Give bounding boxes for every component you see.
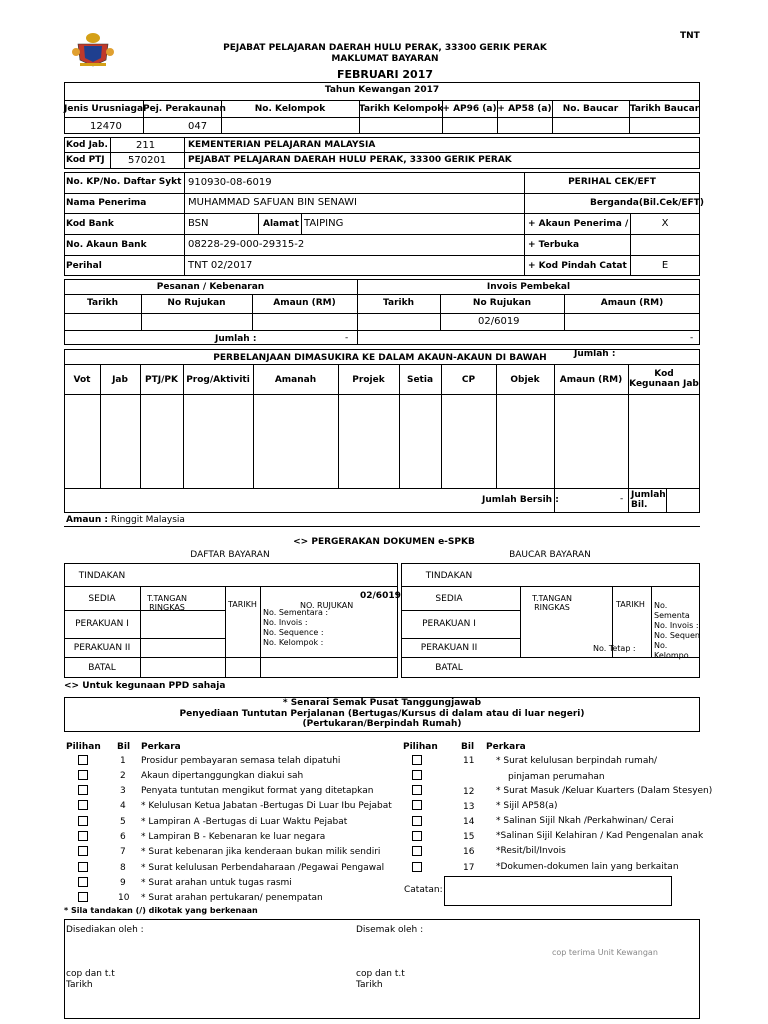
item-text-7: * Surat kebenaran jika kenderaan bukan milik sendiri [141,847,381,857]
item-text-14: * Salinan Sijil Nkah /Perkahwinan/ Cerai [496,816,674,826]
kp-label: No. KP/No. Daftar Sykt [66,177,182,187]
berganda-label: Berganda(Bil.Cek/EFT) [590,198,704,208]
col-tarikh-kelompok: Tarikh Kelompok [359,104,444,114]
checkbox-6[interactable] [78,831,88,841]
item-bil-3: 3 [120,786,126,796]
jenis-urusniaga-value: 12470 [90,121,122,132]
checkbox-15[interactable] [412,831,422,841]
item-bil-4: 4 [120,801,126,811]
item-bil-13: 13 [463,802,475,812]
kod-pindah-catat-value: E [661,260,669,271]
checkbox-10[interactable] [78,892,88,902]
details-left [263,608,328,648]
no-sequence-left: No. Sequence : [263,628,324,637]
col-bil-left: Bil [117,742,131,752]
kod-jab-label: Kod Jab. [66,140,108,150]
nama-penerima-label: Nama Penerima [66,198,147,208]
catatan-label: Catatan: [404,885,443,895]
col-bil-right: Bil [461,742,475,752]
checklist-footnote: * Sila tandakan (/) dikotak yang berkenaan [64,906,258,915]
checklist-title1: * Senarai Semak Pusat Tanggungjawab [282,698,482,708]
kod-ptj-name: PEJABAT PELAJARAN DAERAH HULU PERAK, 33300 GERIK PERAK [188,155,512,165]
col-amanah: Amanah [274,375,317,385]
pesanan-title: Pesanan / Kebenaran [156,282,265,292]
ref-left: 02/6019 [360,591,401,601]
kod-jab-name: KEMENTERIAN PELAJARAN MALAYSIA [188,140,376,150]
item-bil-11: 11 [463,756,475,766]
checkbox-13[interactable] [412,800,422,810]
item-bil-10: 10 [118,893,130,903]
amaun-text: Ringgit Malaysia [110,515,185,525]
order-jumlah-value: - [345,333,349,343]
item-text-11: * Surat kelulusan berpindah rumah/ [496,756,658,766]
col-no-baucar: No. Baucar [562,104,619,114]
col-setia: Setia [406,375,434,385]
checkbox-5[interactable] [78,816,88,826]
alamat-value: TAIPING [304,218,344,229]
tarikh-sign-left: Tarikh [66,980,93,990]
kp-value: 910930-08-6019 [188,177,272,188]
invoice-jumlah-value: - [690,333,694,343]
expenditure-jumlah-label: Jumlah : [574,349,616,359]
tindakan-right: TINDAKAN [425,571,473,581]
checkbox-8[interactable] [78,862,88,872]
no-kelompok-right: No. Kelompo [654,641,689,660]
col-tarikh-baucar: Tarikh Baucar [629,104,700,114]
item-text-1: Prosidur pembayaran semasa telah dipatuhi [141,756,341,766]
checkbox-14[interactable] [412,816,422,826]
sedia-right: SEDIA [435,594,463,604]
batal-right: BATAL [435,663,463,673]
item-bil-5: 5 [120,817,126,827]
no-sementara-right: No. Sementa [654,601,690,620]
col-projek: Projek [352,375,385,385]
item-bil-2: 2 [120,771,126,781]
amaun-label: Amaun : [66,515,108,525]
item-text-13: * Sijil AP58(a) [496,801,558,811]
item-text-3: Penyata tuntutan mengikut format yang ditetapkan [141,786,374,796]
no-invois-right: No. Invois : [654,621,699,630]
perihal-label: Perihal [66,261,102,271]
expenditure-title: PERBELANJAAN DIMASUKIRA KE DALAM AKAUN-AKAUN DI BAWAH [213,353,547,363]
item-bil-9: 9 [120,878,126,888]
col-jab: Jab [112,375,128,385]
akaun-bank-label: No. Akaun Bank [66,240,147,250]
kod-ptj-value: 570201 [128,155,167,166]
item-text-16: *Resit/bil/Invois [496,846,566,856]
no-rujukan-left: NO. RUJUKAN [300,601,354,610]
col-amaun: Amaun (RM) [559,375,623,385]
item-text-12: * Surat Masuk /Keluar Kuarters (Dalam Stesyen) [496,786,713,796]
col-order-amaun: Amaun (RM) [273,298,336,308]
tarikh-right: TARIKH [616,600,645,609]
details-right [654,601,700,661]
tarikh-sign-right: Tarikh [356,980,383,990]
pej-perakaunan-value: 047 [188,121,208,132]
col-inv-tarikh: Tarikh [383,298,414,308]
checkbox-11[interactable] [412,755,422,765]
checklist-title3: (Pertukaran/Berpindah Rumah) [302,719,462,729]
col-pilihan-left: Pilihan [66,742,101,752]
no-sementara-left: No. Sementara : [263,608,329,617]
jumlah-bersih-value: - [620,494,624,504]
col-inv-amaun: Amaun (RM) [600,298,664,308]
checkbox-7[interactable] [78,846,88,856]
movement-title: <> PERGERAKAN DOKUMEN e-SPKB [293,537,475,547]
ttangan-left: T.TANGAN RINGKAS [147,594,187,612]
daftar-bayaran-title: DAFTAR BAYARAN [190,550,270,560]
perakuan1-left: PERAKUAN I [75,619,129,629]
perakuan1-right: PERAKUAN I [422,619,476,629]
kod-pindah-catat-option: + Kod Pindah Catat [528,261,627,271]
col-order-rujukan: No Rujukan [167,298,226,308]
item-bil-15: 15 [463,832,475,842]
checkbox-17[interactable] [412,862,422,872]
jumlah-bil-label: Jumlah Bil. [631,490,666,510]
checkbox-4[interactable] [78,800,88,810]
kod-bank-label: Kod Bank [66,219,114,229]
item-text-15: *Salinan Sijil Kelahiran / Kad Pengenalan anak [496,831,704,841]
col-cp: CP [461,375,476,385]
col-vot: Vot [73,375,91,385]
akaun-penerima-value: X [661,218,669,229]
col-ptj-pk: PTJ/PK [145,375,178,385]
checkbox-2[interactable] [78,770,88,780]
order-jumlah-label: Jumlah : [215,334,257,344]
checkbox-1[interactable] [78,755,88,765]
item-text-9: * Surat arahan untuk tugas rasmi [141,878,292,888]
item-bil-1: 1 [120,756,126,766]
checkbox-3[interactable] [78,785,88,795]
item-text-8: * Surat kelulusan Perbendaharaan /Pegawai Pengawal [141,863,385,873]
invoice-ref-value: 02/6019 [478,316,520,327]
akaun-bank-value: 08228-29-000-29315-2 [188,239,305,250]
checkbox-9[interactable] [78,877,88,887]
perakuan2-right: PERAKUAN II [420,643,478,653]
item-text-5: * Lampiran A -Bertugas di Luar Waktu Pejabat [141,817,348,827]
doc-title: MAKLUMAT BAYARAN [331,54,439,64]
disediakan-label: Disediakan oleh : [66,925,144,935]
item-bil-14: 14 [463,817,475,827]
crest-icon [70,30,116,68]
ttangan-right: T.TANGAN RINGKAS [532,594,572,612]
no-kelompok-left: No. Kelompok : [263,638,324,647]
month-title: FEBRUARI 2017 [337,68,433,81]
disemak-label: Disemak oleh : [356,925,424,935]
item-bil-12: 12 [463,787,475,797]
col-order-tarikh: Tarikh [87,298,118,308]
fiscal-year: Tahun Kewangan 2017 [324,85,440,95]
col-jenis-urusniaga: Jenis Urusniaga [64,104,144,114]
terbuka-option: + Terbuka [528,240,580,250]
col-prog-aktiviti: Prog/Aktiviti [186,375,250,385]
col-no-kelompok: No. Kelompok [254,104,326,114]
item-bil-17: 17 [463,863,475,873]
kod-ptj-label: Kod PTJ [66,155,105,165]
akaun-penerima-option: + Akaun Penerima / [528,219,629,229]
nama-penerima-value: MUHAMMAD SAFUAN BIN SENAWI [188,197,357,208]
coat-of-arms-logo [70,30,116,68]
checkbox-12[interactable] [412,785,422,795]
no-invois-left: No. Invois : [263,618,308,627]
item-bil-16: 16 [463,847,475,857]
office-name: PEJABAT PELAJARAN DAERAH HULU PERAK, 33300 GERIK PERAK [223,43,547,53]
kod-jab-value: 211 [136,140,156,151]
amaun-line [66,515,185,525]
col-pilihan-right: Pilihan [403,742,438,752]
col-pej-perakaunan: Pej. Perakaunan [143,104,226,114]
col-kod-kegunaan: Kod Kegunaan Jab [629,369,699,389]
checklist-title2: Penyediaan Tuntutan Perjalanan (Bertugas/Kursus di dalam atau di luar negeri) [179,709,585,719]
item-bil-8: 8 [120,863,126,873]
perihal-value: TNT 02/2017 [188,260,253,271]
perakuan2-left: PERAKUAN II [73,643,131,653]
item-bil-6: 6 [120,832,126,842]
tarikh-left: TARIKH [228,600,257,609]
col-ap58: + AP58 (a) [497,104,552,114]
col-perkara-left: Perkara [141,742,181,752]
cop-tt-left: cop dan t.t [66,969,115,979]
checkbox-16[interactable] [412,846,422,856]
kod-bank-value: BSN [188,218,209,229]
col-perkara-right: Perkara [486,742,526,752]
checkbox-11b[interactable] [412,770,422,780]
cop-unit-kewangan: cop terima Unit Kewangan [552,948,658,957]
batal-left: BATAL [88,663,116,673]
no-tetap-right: No. Tetap : [593,644,636,653]
catatan-box[interactable] [444,876,672,906]
baucar-bayaran-title: BAUCAR BAYARAN [509,550,591,560]
item-text-4: * Kelulusan Ketua Jabatan -Bertugas Di Luar Ibu Pejabat [141,801,392,811]
col-objek: Objek [510,375,540,385]
item-text-10: * Surat arahan pertukaran/ penempatan [141,893,323,903]
item-bil-7: 7 [120,847,126,857]
cop-tt-right: cop dan t.t [356,969,405,979]
invois-title: Invois Pembekal [486,282,571,292]
item-text-2: Akaun dipertanggungkan diakui sah [141,771,304,781]
item-text-17: *Dokumen-dokumen lain yang berkaitan [496,862,679,872]
item-text-6: * Lampiran B - Kebenaran ke luar negara [141,832,326,842]
alamat-label: Alamat [263,219,299,229]
col-ap96: + AP96 (a) [442,104,497,114]
ppd-note: <> Untuk kegunaan PPD sahaja [64,681,226,691]
col-inv-rujukan: No Rujukan [472,298,532,308]
sedia-left: SEDIA [88,594,116,604]
tindakan-left: TINDAKAN [78,571,126,581]
corner-code: TNT [680,31,700,41]
perihal-cek-title: PERIHAL CEK/EFT [568,177,656,187]
no-sequence-right: No. Sequen [654,631,700,640]
jumlah-bersih-label: Jumlah Bersih : [482,495,559,505]
item-text-11b: pinjaman perumahan [508,772,605,782]
